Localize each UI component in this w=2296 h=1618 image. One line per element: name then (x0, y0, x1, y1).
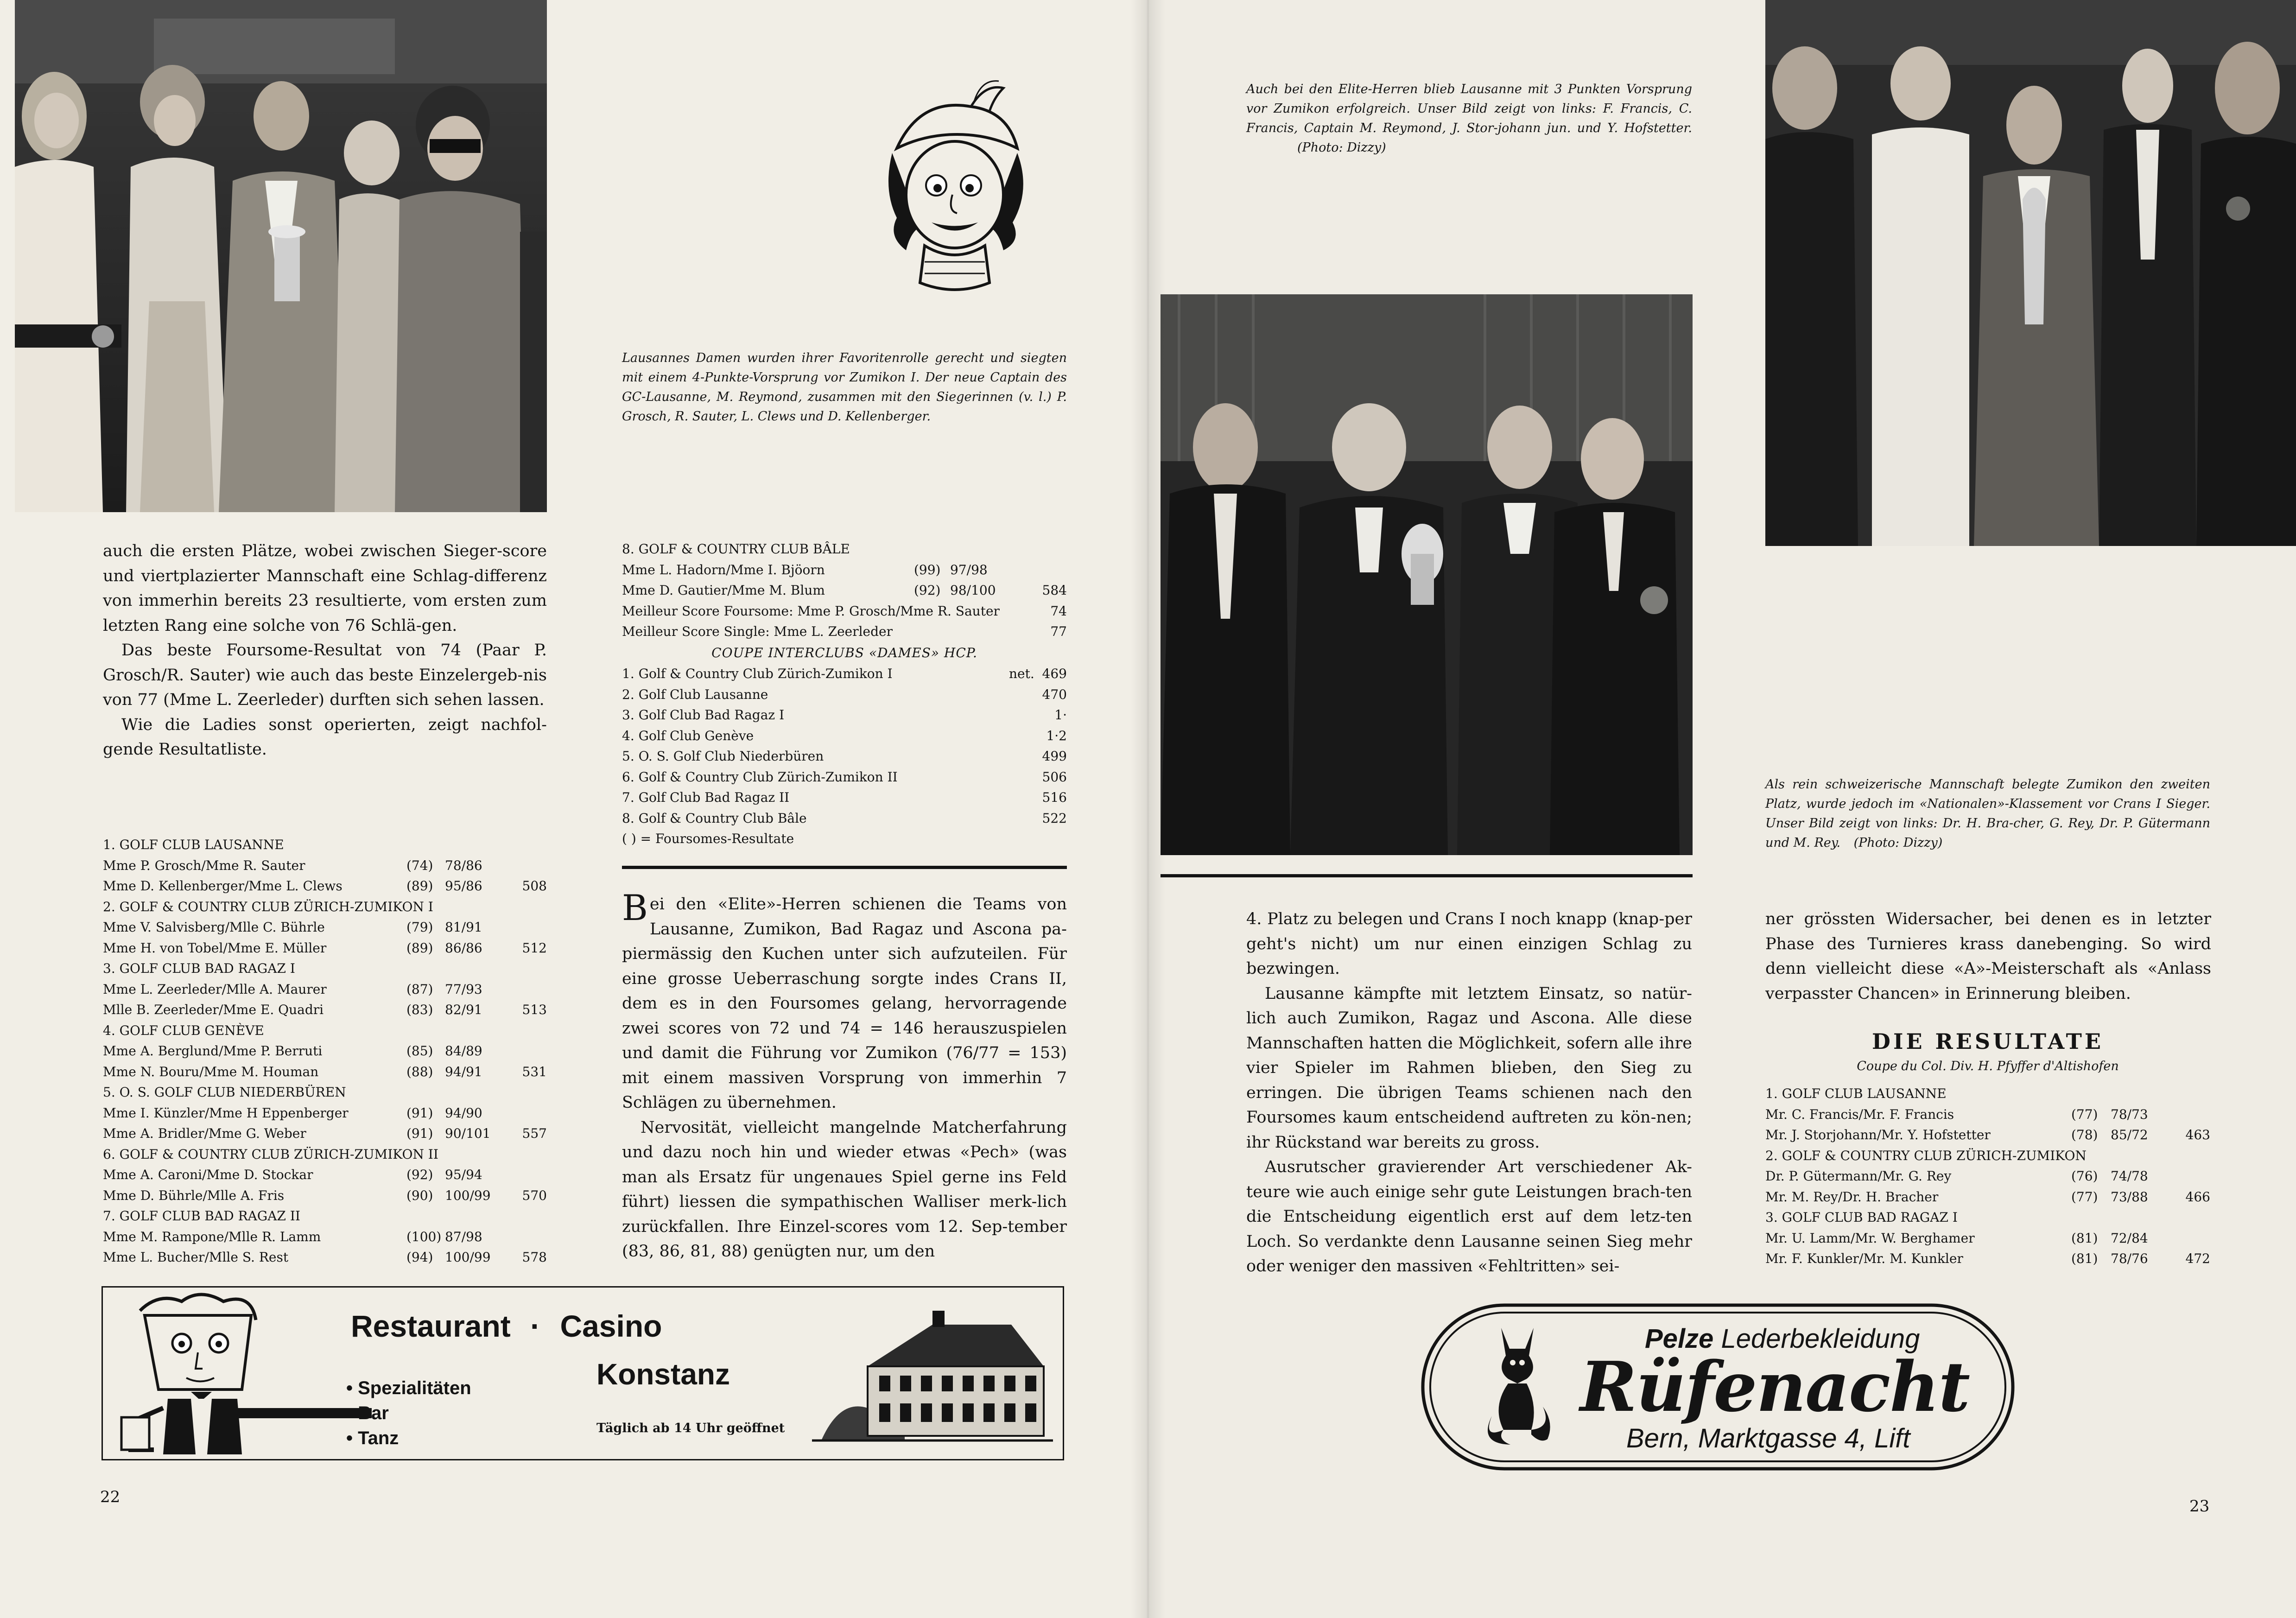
results-row (103, 1247, 547, 1268)
results-row (103, 1165, 547, 1186)
results-row (1765, 1083, 2210, 1104)
results-row (622, 539, 1067, 560)
photo-lausanne-elite-icon (1765, 0, 2296, 546)
results-cell: Mme N. Bouru/Mme M. Houman (103, 1064, 319, 1079)
results-cell: Dr. P. Gütermann/Mr. G. Rey (1765, 1168, 1952, 1184)
ad-title-casino: Casino (560, 1309, 662, 1343)
results-cell: Meilleur Score Foursome: Mme P. Grosch/Mme R. Sauter (622, 603, 1000, 619)
page-number: 22 (100, 1488, 121, 1506)
ad-item: Spezialitäten (358, 1378, 471, 1398)
paragraph: Wie die Ladies sonst operierten, zeigt nachfol-gende Resultatliste. (103, 715, 547, 759)
column-rule (622, 866, 1067, 869)
results-cell: 95/94 (445, 1167, 482, 1182)
results-cell: Mme P. Grosch/Mme R. Sauter (103, 857, 305, 873)
ad-city: Konstanz (596, 1358, 730, 1391)
results-row (622, 767, 1067, 788)
ad-lederbekleidung: Lederbekleidung (1721, 1324, 1920, 1354)
results-subheading: Coupe du Col. Div. H. Pfyffer d'Altishofen (1857, 1059, 2119, 1073)
results-cell: 77/93 (445, 981, 482, 997)
results-cell: Mme D. Gautier/Mme M. Blum (622, 583, 825, 598)
results-row (103, 1227, 547, 1248)
caption-zumikon: Als rein schweizerische Mannschaft belegte Zumikon den zweiten Platz, wurde jedoch im «Nationalen»-Klassement vor Crans I Sieger. Unser Bild zeigt von links: Dr. H. Bra-cher, G. Rey, Dr. P. Gütermann und M. Rey. (Photo: Dizzy) (1765, 775, 2210, 853)
results-cell: Mr. F. Kunkler/Mr. M. Kunkler (1765, 1251, 1963, 1266)
article-column-left-1 (103, 539, 547, 762)
caption-ladies: Lausannes Damen wurden ihrer Favoritenrolle gerecht und siegten mit einem 4-Punkte-Vorsprung vor Zumikon I. Der neue Captain des GC-Lausanne, M. Reymond, zusammen mit den Siegerinnen (v. l.) P. Grosch, R. Sauter, L. Clews und D. Kellenberger. (622, 351, 1067, 424)
results-cell: Mr. U. Lamm/Mr. W. Berghamer (1765, 1230, 1975, 1246)
results-row (1765, 1248, 2210, 1269)
paragraph: ner grössten Widersacher, bei denen es in letzter Phase des Turnieres krass danebenging. So wird denn vielleicht diese «A»-Meisterschaft als «Anlass verpasster Chancen» in Erinnerung bleiben. (1765, 910, 2211, 1003)
results-cell: Mme L. Bucher/Mlle S. Rest (103, 1250, 289, 1265)
paragraph: Ausrutscher gravierender Art verschiedener Ak-teure wie auch einige sehr gute Leistungen brach-ten die Entscheidung eigentlich erst auf dem letz-ten Loch. So verdankte denn Lausanne seinen Sieg mehr oder weniger den massiven «Fehltritten» sei- (1246, 1158, 1692, 1275)
results-cell: (79) (406, 920, 433, 935)
results-cell: (94) (406, 1250, 433, 1265)
results-cell: 463 (2185, 1127, 2210, 1142)
results-row (622, 726, 1067, 747)
paragraph: auch die ersten Plätze, wobei zwischen Sieger-score und viertplazierter Mannschaft eine Schlag-differenz von immerhin bereits 23 resultierte, vom ersten zum letzten Rang eine solche von 76 Schlä-gen. (103, 542, 547, 635)
results-cell: (78) (2071, 1127, 2098, 1142)
results-heading: DIE RESULTATE (1872, 1029, 2104, 1054)
coupe-results (622, 664, 1067, 850)
results-table-elite (1765, 1083, 2210, 1269)
results-cell: 86/86 (445, 940, 482, 956)
results-row (622, 787, 1067, 808)
results-cell: 506 (1042, 769, 1067, 785)
results-cell: 522 (1042, 810, 1067, 826)
results-cell: 73/88 (2111, 1189, 2148, 1205)
results-row (622, 685, 1067, 705)
results-cell: Mme A. Bridler/Mme G. Weber (103, 1126, 306, 1141)
results-cell: 81/91 (445, 920, 482, 935)
results-cell: 512 (522, 940, 547, 956)
column-rule (1161, 874, 1693, 877)
results-row (103, 1062, 547, 1083)
results-cell: 87/98 (445, 1229, 482, 1244)
results-cell: 90/101 (445, 1126, 491, 1141)
results-cell: (90) (406, 1187, 433, 1203)
results-cell: 4. GOLF CLUB GENÈVE (103, 1022, 264, 1038)
results-cell: 466 (2185, 1189, 2210, 1205)
photo-zumikon-team-icon (1161, 294, 1693, 855)
results-row (103, 1000, 547, 1021)
results-row (1765, 1206, 2210, 1227)
results-row (622, 664, 1067, 685)
results-cell: net. (1009, 666, 1034, 681)
results-cell: 82/91 (445, 1002, 482, 1017)
results-cell: 97/98 (950, 562, 988, 577)
results-cell: Mme H. von Tobel/Mme E. Müller (103, 940, 327, 956)
ad-item: Tanz (358, 1428, 399, 1448)
results-row (103, 835, 547, 856)
results-cell: 1·2 (1046, 728, 1067, 743)
results-row (1765, 1124, 2210, 1145)
results-cell: 2. GOLF & COUNTRY CLUB ZÜRICH-ZUMIKON I (103, 899, 433, 914)
results-cell: 5. O. S. Golf Club Niederbüren (622, 749, 824, 764)
ad-title-restaurant: Restaurant (351, 1309, 511, 1343)
results-table-ladies (103, 835, 547, 1268)
ad-brand: Rüfenacht (1580, 1346, 1970, 1427)
paragraph: Nervosität, vielleicht mangelnde Matcherfahrung und dazu noch hin und wieder etwas «Pech» (was man als Ersatz für ungenaues Spiel gerne ins Feld führt) liessen die sympathischen Walliser merk-lich zurückfallen. Ihre Einzel-scores vom 12. Sep-tember (83, 86, 81, 88) genügten nur, um den (622, 1118, 1067, 1261)
results-cell: (81) (2071, 1230, 2098, 1246)
results-cell: 4. Golf Club Genève (622, 728, 754, 743)
results-row (103, 876, 547, 897)
results-cell: 499 (1042, 749, 1067, 764)
results-cell: Mme L. Hadorn/Mme I. Bjöorn (622, 562, 825, 577)
results-cell: 472 (2185, 1251, 2210, 1266)
article-column-right-2 (1765, 907, 2211, 1006)
results-row (622, 622, 1067, 642)
fox-logo-icon (1483, 1323, 1552, 1448)
results-cell: 6. Golf & Country Club Zürich-Zumikon II (622, 769, 898, 785)
results-row (622, 829, 1067, 850)
ad-item: Bar (358, 1403, 389, 1423)
results-cell: 8. Golf & Country Club Bâle (622, 810, 807, 826)
results-row (103, 1021, 547, 1041)
results-row (622, 808, 1067, 829)
results-row (1765, 1186, 2210, 1207)
results-cell: 77 (1050, 624, 1067, 639)
ad-address: Bern, Marktgasse 4, Lift (1626, 1423, 1910, 1453)
results-cell: (88) (406, 1064, 433, 1079)
results-cell: (83) (406, 1002, 433, 1017)
results-cell: Mr. J. Storjohann/Mr. Y. Hofstetter (1765, 1127, 1991, 1142)
lausanne-elite-photo (1765, 0, 2296, 546)
results-cell: Mme A. Caroni/Mme D. Stockar (103, 1167, 313, 1182)
ad-pelze: Pelze (1645, 1324, 1714, 1354)
results-row (1765, 1104, 2210, 1124)
paragraph: Bei den «Elite»-Herren schienen die Teams von Lausanne, Zumikon, Bad Ragaz und Ascona pa-piermässig den Kuchen unter sich aufzuteilen. Für eine grosse Ueberraschung sorgte indes Crans II, dem es in den Foursomes gelang, hervorragende zwei scores von 72 und 74 = 146 herauszuspielen und damit die Führung vor Zumikon (76/77 = 153) mit einem massiven Vorsprung von immerhin 7 Schlägen zu übernehmen. (622, 887, 1067, 1112)
ladies-winners-photo (15, 0, 547, 512)
results-row (622, 580, 1067, 601)
results-cell: Meilleur Score Single: Mme L. Zeerleder (622, 624, 893, 639)
results-cell: 95/86 (445, 878, 482, 894)
right-page (1148, 0, 2296, 1618)
results-cell: 570 (522, 1187, 547, 1203)
gutter (1131, 0, 1165, 1618)
results-cell: Mme D. Kellenberger/Mme L. Clews (103, 878, 342, 894)
results-cell: (99) (914, 562, 941, 577)
photo-credit: (Photo: Dizzy) (1853, 836, 1943, 850)
results-cell: 94/91 (445, 1064, 482, 1079)
results-row (622, 560, 1067, 581)
results-cell: 3. GOLF CLUB BAD RAGAZ I (1765, 1210, 1958, 1225)
results-cell: Mme M. Rampone/Mlle R. Lamm (103, 1229, 321, 1244)
results-table-bale (622, 539, 1067, 642)
results-cell: (91) (406, 1105, 433, 1121)
results-cell: 94/90 (445, 1105, 482, 1121)
results-cell: 508 (522, 878, 547, 894)
results-cell: Mme A. Berglund/Mme P. Berruti (103, 1043, 323, 1059)
paragraph: Lausanne kämpfte mit letztem Einsatz, so natür-lich auch Zumikon, Ragaz und Ascona. Alle diese Mannschaften hatten die Möglichkeit, sofern alle ihre vier Spieler im Rahmen blieben, den Sieg zu erringen. Die übrigen Teams schienen nach den Foursomes kaum entscheidend auftreten zu kön-nen; ihr Rückstand war bereits zu gross. (1246, 984, 1692, 1152)
results-row (1765, 1145, 2210, 1166)
ad-title-dot: · (530, 1309, 541, 1343)
results-cell: 100/99 (445, 1187, 491, 1203)
results-cell: 85/72 (2111, 1127, 2148, 1142)
results-cell: 1· (1054, 707, 1067, 723)
results-cell: (100) (406, 1229, 442, 1244)
results-cell: 578 (522, 1250, 547, 1265)
results-cell: 557 (522, 1126, 547, 1141)
drop-cap: B (622, 887, 648, 928)
restaurant-casino-ad (101, 1286, 1064, 1460)
results-cell: 1. Golf & Country Club Zürich-Zumikon I (622, 666, 893, 681)
results-row (103, 917, 547, 938)
results-cell: 1. GOLF CLUB LAUSANNE (1765, 1086, 1947, 1101)
results-cell: Mlle B. Zeerleder/Mme E. Quadri (103, 1002, 324, 1017)
results-row (622, 705, 1067, 726)
results-cell: 78/76 (2111, 1251, 2148, 1266)
results-cell: 1. GOLF CLUB LAUSANNE (103, 837, 284, 852)
results-cell: (92) (914, 583, 941, 598)
results-row (103, 938, 547, 959)
results-cell: 7. Golf Club Bad Ragaz II (622, 790, 790, 805)
results-row (103, 1041, 547, 1062)
results-cell: 3. Golf Club Bad Ragaz I (622, 707, 785, 723)
results-cell: Mme D. Bührle/Mlle A. Fris (103, 1187, 285, 1203)
caption-elite: Auch bei den Elite-Herren blieb Lausanne mit 3 Punkten Vorsprung vor Zumikon erfolgreich. Unser Bild zeigt von links: F. Francis, C. Francis, Captain M. Reymond, J. Stor-johann jun. und Y. Hofstetter. (Photo: Dizzy) (1246, 80, 1692, 158)
results-cell: 8. GOLF & COUNTRY CLUB BÂLE (622, 541, 850, 557)
results-row (103, 897, 547, 918)
results-row (103, 1206, 547, 1227)
paragraph: 4. Platz zu belegen und Crans I noch knapp (knap-per geht's nicht) um nur einen einzigen Schlag zu bezwingen. (1246, 910, 1692, 978)
ruefenacht-ad (1420, 1302, 2016, 1472)
results-cell: 84/89 (445, 1043, 482, 1059)
article-column-right-1 (1246, 907, 1692, 1279)
results-cell: (92) (406, 1167, 433, 1182)
results-cell: 531 (522, 1064, 547, 1079)
article-column-left-2 (622, 887, 1067, 1264)
results-cell: (87) (406, 981, 433, 997)
results-cell: 5. O. S. GOLF CLUB NIEDERBÜREN (103, 1085, 346, 1100)
results-cell: 72/84 (2111, 1230, 2148, 1246)
coupe-table (622, 643, 1067, 664)
results-cell: Mr. C. Francis/Mr. F. Francis (1765, 1106, 1954, 1122)
results-cell: (77) (2071, 1106, 2098, 1122)
results-cell: (85) (406, 1043, 433, 1059)
results-cell: 516 (1042, 790, 1067, 805)
results-cell: (89) (406, 878, 433, 894)
results-row (103, 1082, 547, 1103)
results-cell: 7. GOLF CLUB BAD RAGAZ II (103, 1208, 300, 1224)
results-row (622, 601, 1067, 622)
results-cell: 584 (1042, 583, 1067, 598)
results-cell: 513 (522, 1002, 547, 1017)
results-cell: (77) (2071, 1189, 2098, 1205)
ad-hours: Täglich ab 14 Uhr geöffnet (596, 1421, 785, 1435)
results-cell: Mme L. Zeerleder/Mlle A. Maurer (103, 981, 327, 997)
results-cell: (76) (2071, 1168, 2098, 1184)
results-row (103, 1123, 547, 1144)
results-cell: 3. GOLF CLUB BAD RAGAZ I (103, 961, 295, 976)
results-cell: 78/86 (445, 857, 482, 873)
results-cell: 470 (1042, 686, 1067, 702)
cartoon-golfer-girl-icon (878, 79, 1031, 297)
results-cell: Mr. M. Rey/Dr. H. Bracher (1765, 1189, 1939, 1205)
results-cell: 100/99 (445, 1250, 491, 1265)
results-cell: 74 (1050, 603, 1067, 619)
golfer-cartoon (878, 79, 1031, 297)
results-cell: 6. GOLF & COUNTRY CLUB ZÜRICH-ZUMIKON II (103, 1146, 438, 1162)
results-row (103, 856, 547, 876)
results-row (1765, 1227, 2210, 1248)
results-row (103, 958, 547, 979)
results-row (103, 1186, 547, 1206)
results-cell: 469 (1042, 666, 1067, 681)
ad-items: • Spezialitäten • Bar • Tanz (346, 1378, 471, 1448)
results-cell: (81) (2071, 1251, 2098, 1266)
coupe-title: COUPE INTERCLUBS «DAMES» HCP. (711, 645, 977, 660)
results-cell: (89) (406, 940, 433, 956)
results-cell: 78/73 (2111, 1106, 2148, 1122)
results-row (103, 1103, 547, 1124)
page-number: 23 (2189, 1497, 2210, 1516)
results-row (622, 746, 1067, 767)
photo-credit: (Photo: Dizzy) (1297, 140, 1386, 155)
results-cell: (91) (406, 1126, 433, 1141)
photo-ladies-winners-icon (15, 0, 547, 512)
results-cell: Mme I. Künzler/Mme H Eppenberger (103, 1105, 349, 1121)
results-cell: 74/78 (2111, 1168, 2148, 1184)
results-cell: Mme V. Salvisberg/Mlle C. Bührle (103, 920, 325, 935)
results-row (103, 979, 547, 1000)
results-cell: ( ) = Foursomes-Resultate (622, 831, 794, 846)
results-row (1765, 1165, 2210, 1186)
results-cell: 2. Golf Club Lausanne (622, 686, 768, 702)
results-row (103, 1144, 547, 1165)
results-cell: 98/100 (950, 583, 996, 598)
paragraph: Das beste Foursome-Resultat von 74 (Paar P. Grosch/R. Sauter) wie auch das beste Einzelergeb-nis von 77 (Mme L. Zeerleder) durften sich sehen lassen. (103, 641, 547, 709)
results-cell: 2. GOLF & COUNTRY CLUB ZÜRICH-ZUMIKON (1765, 1148, 2087, 1163)
results-cell: (74) (406, 857, 433, 873)
zumikon-team-photo (1161, 294, 1693, 855)
casino-building-icon (812, 1306, 1053, 1445)
